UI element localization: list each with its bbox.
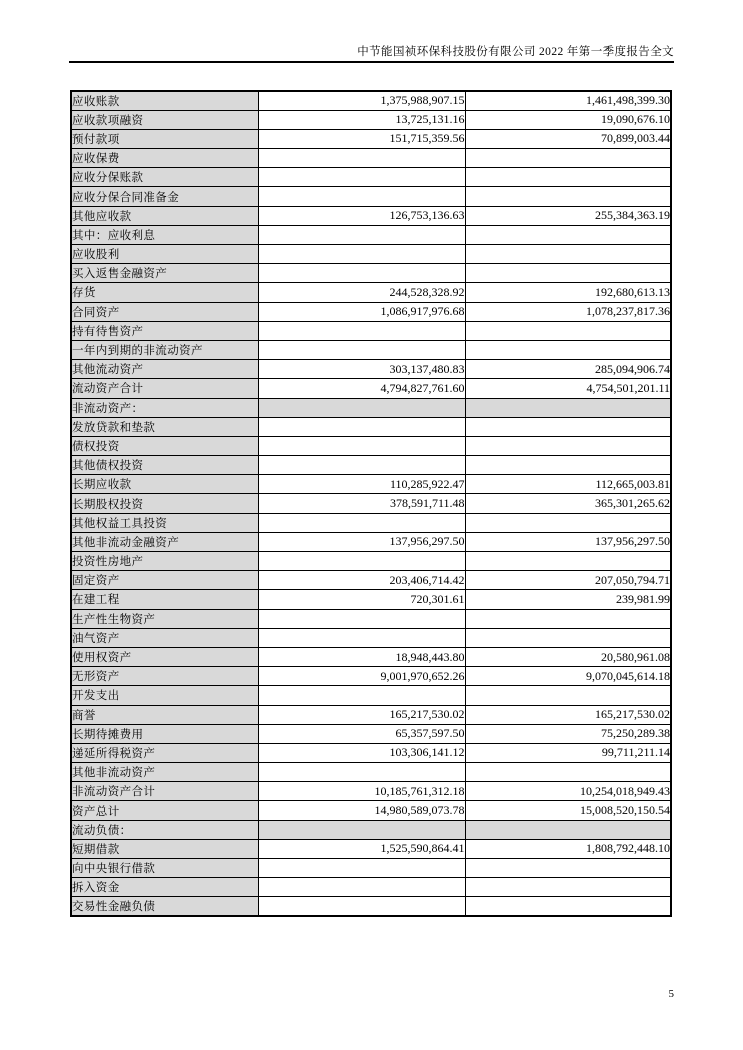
row-label-cell: 向中央银行借款	[71, 859, 258, 878]
prior-period-value-cell	[465, 264, 671, 283]
current-period-value-cell	[258, 686, 465, 705]
prior-period-value-cell: 20,580,961.08	[465, 647, 671, 666]
row-label-cell: 其中：应收利息	[71, 225, 258, 244]
table-row	[71, 590, 671, 609]
table-row	[71, 110, 671, 129]
current-period-value-cell: 126,753,136.63	[258, 206, 465, 225]
prior-period-value-cell: 4,754,501,201.11	[465, 379, 671, 398]
current-period-value-cell: 1,525,590,864.41	[258, 839, 465, 858]
current-period-value-cell: 110,285,922.47	[258, 475, 465, 494]
current-period-value-cell	[258, 187, 465, 206]
current-period-value-cell	[258, 245, 465, 264]
prior-period-value-cell: 75,250,289.38	[465, 724, 671, 743]
table-row	[71, 206, 671, 225]
row-label-cell: 长期应收款	[71, 475, 258, 494]
table-row	[71, 705, 671, 724]
row-label-cell: 应收分保账款	[71, 168, 258, 187]
table-row	[71, 724, 671, 743]
prior-period-value-cell: 137,956,297.50	[465, 532, 671, 551]
row-label-cell: 债权投资	[71, 436, 258, 455]
table-row	[71, 91, 671, 110]
table-row	[71, 149, 671, 168]
table-row	[71, 225, 671, 244]
row-label-cell: 拆入资金	[71, 878, 258, 897]
prior-period-value-cell: 192,680,613.13	[465, 283, 671, 302]
current-period-value-cell: 137,956,297.50	[258, 532, 465, 551]
prior-period-value-cell: 255,384,363.19	[465, 206, 671, 225]
current-period-value-cell	[258, 417, 465, 436]
prior-period-value-cell	[465, 513, 671, 532]
prior-period-value-cell: 365,301,265.62	[465, 494, 671, 513]
current-period-value-cell	[258, 628, 465, 647]
current-period-value-cell	[258, 552, 465, 571]
current-period-value-cell: 244,528,328.92	[258, 283, 465, 302]
prior-period-value-cell	[465, 436, 671, 455]
current-period-value-cell: 18,948,443.80	[258, 647, 465, 666]
current-period-value-cell	[258, 436, 465, 455]
current-period-value-cell	[258, 878, 465, 897]
row-label-cell: 应收股利	[71, 245, 258, 264]
row-label-cell: 非流动资产合计	[71, 782, 258, 801]
prior-period-value-cell	[465, 456, 671, 475]
prior-period-value-cell: 70,899,003.44	[465, 129, 671, 148]
prior-period-value-cell: 1,078,237,817.36	[465, 302, 671, 321]
current-period-value-cell	[258, 264, 465, 283]
row-label-cell: 其他权益工具投资	[71, 513, 258, 532]
current-period-value-cell	[258, 456, 465, 475]
table-row	[71, 360, 671, 379]
current-period-value-cell	[258, 897, 465, 916]
prior-period-value-cell: 239,981.99	[465, 590, 671, 609]
row-label-cell: 商誉	[71, 705, 258, 724]
row-label-cell: 在建工程	[71, 590, 258, 609]
row-label-cell: 其他非流动资产	[71, 763, 258, 782]
table-row	[71, 302, 671, 321]
current-period-value-cell	[258, 321, 465, 340]
prior-period-value-cell: 207,050,794.71	[465, 571, 671, 590]
prior-period-value-cell: 9,070,045,614.18	[465, 667, 671, 686]
table-row	[71, 398, 671, 417]
row-label-cell: 油气资产	[71, 628, 258, 647]
row-label-cell: 递延所得税资产	[71, 743, 258, 762]
table-row	[71, 283, 671, 302]
row-label-cell: 其他应收款	[71, 206, 258, 225]
table-row	[71, 743, 671, 762]
current-period-value-cell: 9,001,970,652.26	[258, 667, 465, 686]
row-label-cell: 买入返售金融资产	[71, 264, 258, 283]
current-period-value-cell: 165,217,530.02	[258, 705, 465, 724]
current-period-value-cell: 4,794,827,761.60	[258, 379, 465, 398]
current-period-value-cell: 203,406,714.42	[258, 571, 465, 590]
row-label-cell: 合同资产	[71, 302, 258, 321]
current-period-value-cell	[258, 513, 465, 532]
prior-period-value-cell	[465, 552, 671, 571]
row-label-cell: 短期借款	[71, 839, 258, 858]
table-row	[71, 647, 671, 666]
prior-period-value-cell	[465, 340, 671, 359]
prior-period-value-cell: 99,711,211.14	[465, 743, 671, 762]
current-period-value-cell: 1,375,988,907.15	[258, 91, 465, 110]
current-period-value-cell: 10,185,761,312.18	[258, 782, 465, 801]
prior-period-value-cell	[465, 187, 671, 206]
prior-period-value-cell: 15,008,520,150.54	[465, 801, 671, 820]
table-row	[71, 417, 671, 436]
current-period-value-cell: 14,980,589,073.78	[258, 801, 465, 820]
row-label-cell: 存货	[71, 283, 258, 302]
prior-period-value-cell	[465, 168, 671, 187]
row-label-cell: 应收账款	[71, 91, 258, 110]
current-period-value-cell	[258, 168, 465, 187]
row-label-cell: 固定资产	[71, 571, 258, 590]
current-period-value-cell: 720,301.61	[258, 590, 465, 609]
report-header-title: 中节能国祯环保科技股份有限公司 2022 年第一季度报告全文	[357, 46, 674, 58]
current-period-value-cell	[258, 859, 465, 878]
row-label-cell: 其他流动资产	[71, 360, 258, 379]
prior-period-value-cell	[465, 149, 671, 168]
prior-period-value-cell	[465, 225, 671, 244]
current-period-value-cell: 1,086,917,976.68	[258, 302, 465, 321]
table-row	[71, 456, 671, 475]
current-period-value-cell	[258, 225, 465, 244]
row-label-cell: 应收分保合同准备金	[71, 187, 258, 206]
row-label-cell: 无形资产	[71, 667, 258, 686]
row-label-cell: 发放贷款和垫款	[71, 417, 258, 436]
current-period-value-cell: 103,306,141.12	[258, 743, 465, 762]
table-row	[71, 820, 671, 839]
prior-period-value-cell: 285,094,906.74	[465, 360, 671, 379]
table-row	[71, 129, 671, 148]
row-label-cell: 其他非流动金融资产	[71, 532, 258, 551]
prior-period-value-cell: 19,090,676.10	[465, 110, 671, 129]
table-row	[71, 878, 671, 897]
table-row	[71, 801, 671, 820]
row-label-cell: 资产总计	[71, 801, 258, 820]
current-period-value-cell: 65,357,597.50	[258, 724, 465, 743]
prior-period-value-cell	[465, 417, 671, 436]
row-label-cell: 其他债权投资	[71, 456, 258, 475]
row-label-cell: 一年内到期的非流动资产	[71, 340, 258, 359]
prior-period-value-cell: 1,461,498,399.30	[465, 91, 671, 110]
row-label-cell: 应收款项融资	[71, 110, 258, 129]
balance-sheet-table	[70, 90, 672, 917]
table-row	[71, 264, 671, 283]
current-period-value-cell	[258, 820, 465, 839]
row-label-cell: 投资性房地产	[71, 552, 258, 571]
table-row	[71, 686, 671, 705]
table-row	[71, 494, 671, 513]
prior-period-value-cell	[465, 820, 671, 839]
row-label-cell: 持有待售资产	[71, 321, 258, 340]
current-period-value-cell	[258, 149, 465, 168]
current-period-value-cell: 378,591,711.48	[258, 494, 465, 513]
table-row	[71, 245, 671, 264]
row-label-cell: 流动资产合计	[71, 379, 258, 398]
page-number: 5	[668, 988, 674, 1000]
prior-period-value-cell	[465, 878, 671, 897]
prior-period-value-cell	[465, 609, 671, 628]
current-period-value-cell: 303,137,480.83	[258, 360, 465, 379]
prior-period-value-cell: 112,665,003.81	[465, 475, 671, 494]
row-label-cell: 预付款项	[71, 129, 258, 148]
table-row	[71, 475, 671, 494]
table-row	[71, 436, 671, 455]
row-label-cell: 交易性金融负债	[71, 897, 258, 916]
row-label-cell: 开发支出	[71, 686, 258, 705]
prior-period-value-cell	[465, 245, 671, 264]
table-row	[71, 532, 671, 551]
table-row	[71, 571, 671, 590]
current-period-value-cell	[258, 398, 465, 417]
prior-period-value-cell	[465, 686, 671, 705]
table-row	[71, 782, 671, 801]
table-row	[71, 897, 671, 916]
row-label-cell: 长期股权投资	[71, 494, 258, 513]
prior-period-value-cell	[465, 628, 671, 647]
table-row	[71, 667, 671, 686]
prior-period-value-cell	[465, 398, 671, 417]
table-row	[71, 513, 671, 532]
prior-period-value-cell	[465, 859, 671, 878]
table-row	[71, 859, 671, 878]
table-row	[71, 628, 671, 647]
balance-sheet-table-body	[71, 91, 671, 916]
row-label-cell: 流动负债：	[71, 820, 258, 839]
current-period-value-cell	[258, 340, 465, 359]
header-divider-line	[69, 61, 674, 63]
table-row	[71, 379, 671, 398]
current-period-value-cell	[258, 609, 465, 628]
prior-period-value-cell	[465, 321, 671, 340]
prior-period-value-cell	[465, 763, 671, 782]
prior-period-value-cell: 165,217,530.02	[465, 705, 671, 724]
table-row	[71, 763, 671, 782]
current-period-value-cell: 151,715,359.56	[258, 129, 465, 148]
table-row	[71, 187, 671, 206]
row-label-cell: 生产性生物资产	[71, 609, 258, 628]
current-period-value-cell	[258, 763, 465, 782]
row-label-cell: 长期待摊费用	[71, 724, 258, 743]
prior-period-value-cell	[465, 897, 671, 916]
table-row	[71, 839, 671, 858]
row-label-cell: 非流动资产：	[71, 398, 258, 417]
table-row	[71, 609, 671, 628]
row-label-cell: 使用权资产	[71, 647, 258, 666]
table-row	[71, 552, 671, 571]
prior-period-value-cell: 1,808,792,448.10	[465, 839, 671, 858]
prior-period-value-cell: 10,254,018,949.43	[465, 782, 671, 801]
table-row	[71, 168, 671, 187]
table-row	[71, 321, 671, 340]
current-period-value-cell: 13,725,131.16	[258, 110, 465, 129]
row-label-cell: 应收保费	[71, 149, 258, 168]
table-row	[71, 340, 671, 359]
